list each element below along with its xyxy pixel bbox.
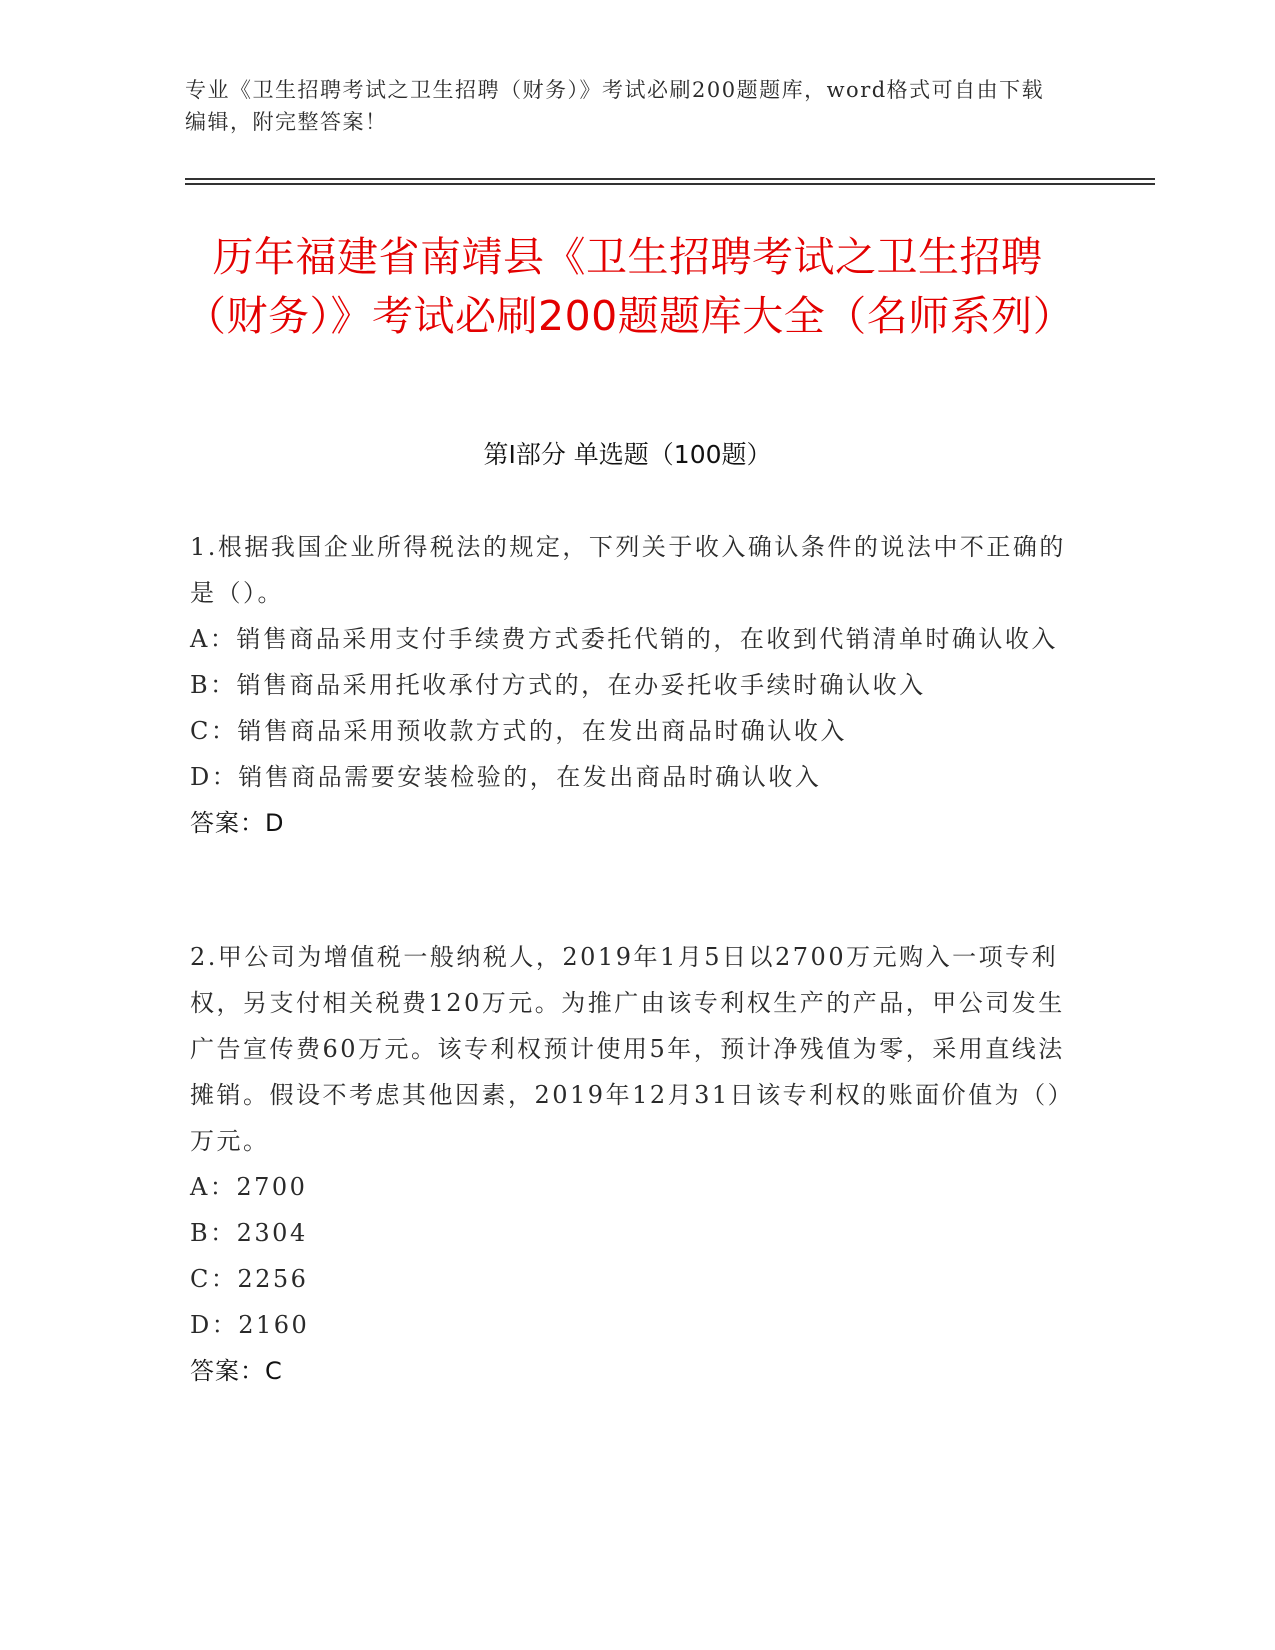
document-title: 历年福建省南靖县《卫生招聘考试之卫生招聘（财务）》考试必刷200题题库大全（名师系列） <box>185 233 1075 340</box>
option-c: C：2256 <box>190 1265 309 1293</box>
section-heading: 第Ⅰ部分 单选题（100题） <box>483 440 772 469</box>
header-divider-top <box>185 178 1155 180</box>
option-d: D：2160 <box>190 1311 310 1339</box>
header-divider-bottom <box>185 183 1155 185</box>
answer-line: 答案：D <box>190 809 285 837</box>
header-note: 专业《卫生招聘考试之卫生招聘（财务）》考试必刷200题题库，word格式可自由下载编辑，附完整答案！ <box>185 78 1045 134</box>
option-c: C：销售商品采用预收款方式的，在发出商品时确认收入 <box>190 717 847 745</box>
question-stem: 2.甲公司为增值税一般纳税人，2019年1月5日以2700万元购入一项专利权，另支付相关税费120万元。为推广由该专利权生产的产品，甲公司发生广告宣传费60万元。该专利权预计使用5年，预计净残值为零，采用直线法摊销。假设不考虑其他因素，2019年12月31日该专利权的账面价值为（）万元。 <box>190 943 1075 1155</box>
option-b: B：销售商品采用托收承付方式的，在办妥托收手续时确认收入 <box>190 671 926 699</box>
option-d: D：销售商品需要安装检验的，在发出商品时确认收入 <box>190 763 822 791</box>
answer-line: 答案：C <box>190 1357 283 1385</box>
option-a: A：2700 <box>190 1173 308 1201</box>
option-b: B：2304 <box>190 1219 308 1247</box>
question-block <box>190 524 1080 846</box>
option-a: A：销售商品采用支付手续费方式委托代销的，在收到代销清单时确认收入 <box>190 625 1058 653</box>
question-stem: 1.根据我国企业所得税法的规定，下列关于收入确认条件的说法中不正确的是（）。 <box>190 533 1066 607</box>
question-block <box>190 934 1080 1394</box>
